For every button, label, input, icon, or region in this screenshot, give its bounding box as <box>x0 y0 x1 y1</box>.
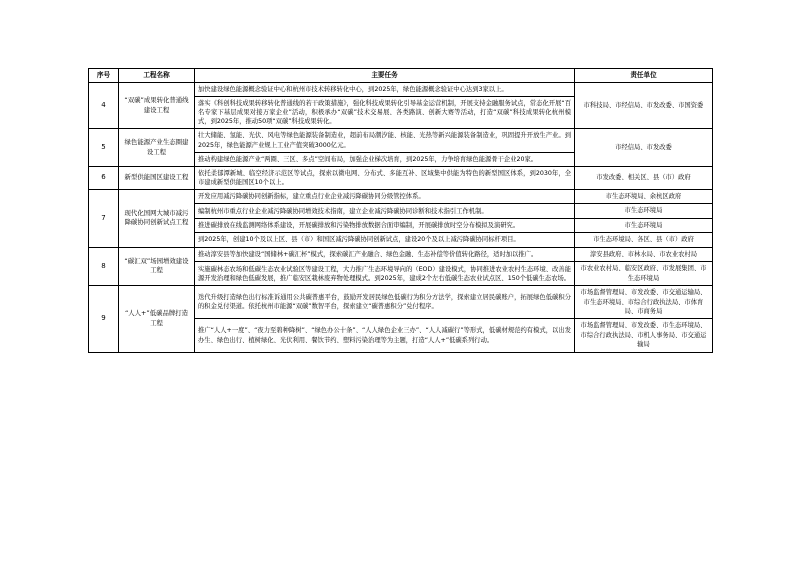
header-task: 主要任务 <box>195 69 575 83</box>
row-no: 7 <box>89 190 119 248</box>
row-unit: 市生态环境局、余杭区政府 <box>575 190 713 204</box>
row-name: 绿色能源产业生态圈建设工程 <box>119 129 195 166</box>
row-unit: 市经信局、市发改委 <box>575 129 713 166</box>
row-unit: 市生态环境局、各区、县（市）政府 <box>575 233 713 247</box>
document-table-area <box>88 68 712 353</box>
row-task: 壮大储能、氢能、光伏、风电等绿色能源装备制造业，超前布局潮汐能、核能、光热等新兴能源装备制造业，巩固提升开放生产业。到2025年，绿色能源产业规上工业产值突破3000亿元。 <box>195 129 575 152</box>
table-row <box>89 286 713 319</box>
row-task: 到2025年，创建10个及以上区、县（市）和国区减污降碳协同创新试点，建设20个及以上减污降碳协同标杆项目。 <box>195 233 575 247</box>
row-name: 新型供能国区建设工程 <box>119 166 195 189</box>
table-row <box>89 190 713 204</box>
row-unit: 市生态环境局 <box>575 218 713 232</box>
row-task: 推动构建绿色能源产业“两圈、三区、多点”空间布局，加强企业梯次培育，到2025年，力争培育绿色能源骨干企业20家。 <box>195 152 575 166</box>
row-name: “双碳”成果转化普通线建设工程 <box>119 82 195 129</box>
row-unit: 市场监督管理局、市发改委、市生态环境局、市综合行政执法局、市机人事务局、市交通运输局 <box>575 319 713 352</box>
row-task: 依托柔郁潭新城、临空经济示范区等试点，探索以微电网、分布式、多能互补、区域集中供能为特色的新型国区体系，到2030年，全市建成新型供能国区10个以上。 <box>195 166 575 189</box>
row-name: “碳汇双”场园增效建设工程 <box>119 247 195 285</box>
row-no: 8 <box>89 247 119 285</box>
row-name: “人人+”低碳品牌打造工程 <box>119 286 195 353</box>
row-unit: 淳安县政府、市林水局、市农业农村局 <box>575 247 713 261</box>
row-unit: 市发改委、相关区、县（市）政府 <box>575 166 713 189</box>
row-no: 5 <box>89 129 119 166</box>
row-task: 推进碳排放在线监测网络体系建设，开展碳排放和污染物排放数据合面审编制，开展碳排放时空分布模拟及演研究。 <box>195 218 575 232</box>
row-task: 实施碳林态农场和低碳生态农业试验区等建设工程，大力推广生态环境导向的（EOD）建设模式，协同推进农业农村生态环境、改善能源开发治理和绿色低碳发展，推广临安区栽林废弃物处理模式。到2025年，建成2个左右低碳生态农业试点区、150个低碳生态农场。 <box>195 262 575 286</box>
table-row <box>89 166 713 189</box>
row-task: 迭代升级打造绿色出行标准诉通用公共碳普惠平台，鼓励开发居民绿色低碳行为积分方法学，探索建立居民碳账户，拓展绿色低碳积分的积金兑付渠道。依托杭州市能源“双碳”数智平台，探索建立“碳普惠积分”兑付程序。 <box>195 286 575 319</box>
header-no: 序号 <box>89 69 119 83</box>
row-no: 6 <box>89 166 119 189</box>
row-no: 4 <box>89 82 119 129</box>
row-task: 加快建设绿色能源概念验证中心和杭州市技术转移转化中心，到2025年，绿色能源概念验证中心达到3家以上。 <box>195 82 575 96</box>
header-unit: 责任单位 <box>575 69 713 83</box>
row-task: 编制杭州市重点行业企业减污降碳协同增效技术指南，建立企业减污降碳协同诊断和技术指引工作机制。 <box>195 204 575 218</box>
row-name: 现代化国网大城市减污降碳协同创新试点工程 <box>119 190 195 248</box>
row-task: 推广“人人+一度”、“夜力至碧种降树”、“绿色办公十条”、“人人绿色企业三办”、“人人减碳行”等形式，低碳材规范约有模式，以出发办生、绿色出行、植树绿化、光伏利用、餐饮节约、塑料污染治理等为主题，打造“人人+”低碳系列行动。 <box>195 319 575 352</box>
table-row <box>89 129 713 152</box>
table-header-row <box>89 69 713 83</box>
row-no: 9 <box>89 286 119 353</box>
row-unit: 市场监督管理局、市发改委、市交通运输局、市生态环境局、市综合行政执法局、市体育局、市商务局 <box>575 286 713 319</box>
row-task: 落实《科创科技成果转移转化普通线的若干政策措施》，强化科技成果转化引导基金运营机制，开展支持金融服务试点，常态化开展“百名专家下基层成果对接万家企业”活动，积极承办“双碳”技术交易展、各类路演、创新大赛等活动，打造“双碳”科技成果转化杭州模式，到2025年，推动50项“双碳”科技成果转化。 <box>195 97 575 129</box>
main-table <box>88 68 713 353</box>
row-unit: 市科技局、市经信局、市发改委、市国资委 <box>575 82 713 129</box>
header-name: 工程名称 <box>119 69 195 83</box>
row-task: 推动淳安县等加快建设“国储林+碳汇杯”模式，探索碳汇产业融合、绿色金融、生态补偿等价值转化路径，适时加以推广。 <box>195 247 575 261</box>
row-task: 开发应用减污降碳协同创新指标，建立重点行业企业减污降碳协同分级管控体系。 <box>195 190 575 204</box>
table-row <box>89 247 713 261</box>
row-unit: 市农业农村局、临安区政府、市发展集团、市生态环境局 <box>575 262 713 286</box>
table-row <box>89 82 713 96</box>
row-unit: 市生态环境局 <box>575 204 713 218</box>
